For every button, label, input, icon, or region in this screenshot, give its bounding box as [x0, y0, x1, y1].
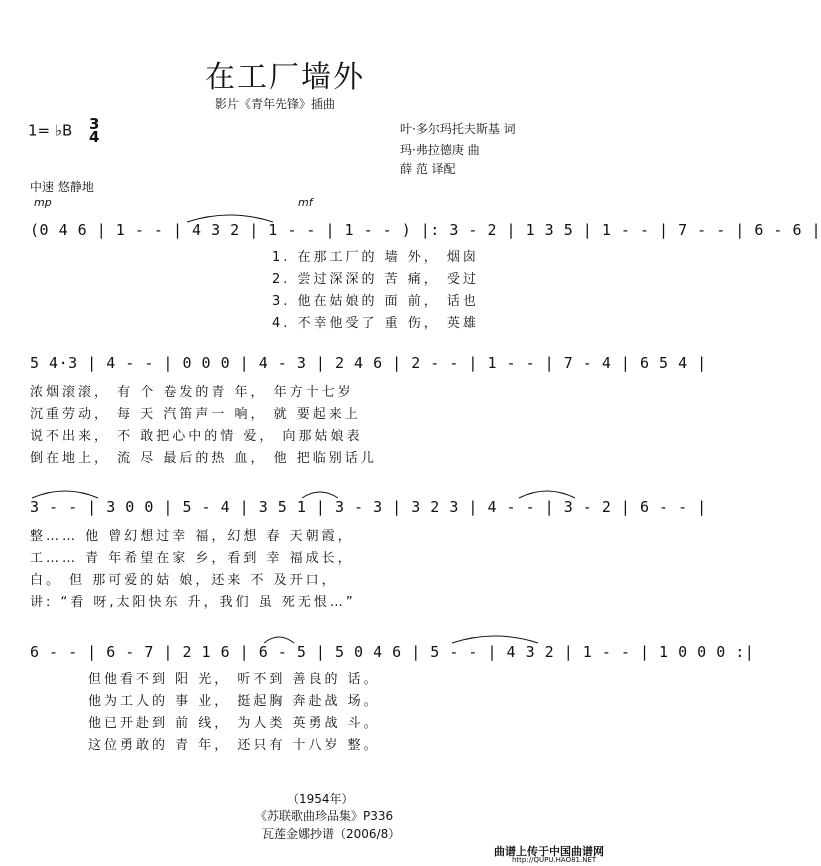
- tie-arc-6: [450, 633, 540, 645]
- watermark: [494, 843, 619, 863]
- dynamic-mp: mp: [34, 196, 52, 209]
- watermark-text: 曲谱上传于中国曲谱网: [494, 845, 604, 858]
- lyric-line-1-verse-4: 4. 不幸他受了 重 伤， 英雄: [272, 316, 479, 331]
- notation-line-3: 3 - - | 3 0 0 | 5 - 4 | 3 5 1 | 3 - 3 | 3 2 3 | 4 - - | 3 - 2 | 6 - - |: [30, 498, 707, 516]
- song-subtitle: 影片《青年先锋》插曲: [215, 97, 336, 111]
- lyric-line-2-verse-2: 沉重劳动， 每 天 汽笛声一 响， 就 要起来上: [30, 407, 361, 422]
- time-signature: 3 4: [89, 115, 100, 146]
- credit-composer: 玛·弗拉德庚 曲: [400, 143, 480, 157]
- lyric-line-4-verse-3: 他已开赴到 前 线， 为人类 英勇战 斗。: [88, 716, 380, 731]
- lyric-line-1-verse-1: 1. 在那工厂的 墙 外， 烟囱: [272, 250, 479, 265]
- key-signature: 1= ♭B 3 4: [28, 115, 100, 146]
- lyric-line-4-verse-2: 他为工人的 事 业， 挺起胸 奔赴战 场。: [88, 694, 380, 709]
- tie-arc-4: [517, 488, 577, 500]
- lyric-line-2-verse-1: 浓烟滚滚， 有 个 卷发的青 年， 年方十七岁: [30, 385, 354, 400]
- credit-translator: 薛 范 译配: [400, 162, 456, 176]
- lyric-line-2-verse-4: 倒在地上， 流 尽 最后的热 血， 他 把临别话儿: [30, 451, 377, 466]
- tempo-marking: 中速 悠静地: [30, 180, 94, 194]
- lyric-line-4-verse-4: 这位勇敢的 青 年， 还只有 十八岁 整。: [88, 738, 380, 753]
- notation-line-2: 5 4·3 | 4 - - | 0 0 0 | 4 - 3 | 2 4 6 | 2 - - | 1 - - | 7 - 4 | 6 5 4 |: [30, 354, 707, 372]
- lyric-line-2-verse-3: 说不出来， 不 敢把心中的情 爱， 向那姑娘表: [30, 429, 363, 444]
- lyric-line-3-verse-4: 讲: “看 呀,太阳快东 升，我们 虽 死无恨…”: [30, 595, 356, 610]
- notation-line-1: (0 4 6 | 1 - - | 4 3 2 | 1 - - | 1 - - ) |: 3 - 2 | 1 3 5 | 1 - - | 7 - - | 6 - 6 |: [30, 221, 821, 239]
- watermark-url: http://QUPU.HAO81.NET: [512, 856, 597, 864]
- lyric-line-1-verse-2: 2. 尝过深深的 苦 痛， 受过: [272, 272, 479, 287]
- tie-arc-2: [30, 488, 100, 500]
- slur-arc-3: [300, 488, 340, 500]
- dynamic-mf: mf: [298, 196, 313, 209]
- lyric-line-3-verse-1: 整…… 他 曾幻想过幸 福，幻想 春 天朝霞，: [30, 529, 354, 544]
- slur-arc-5: [262, 633, 296, 645]
- lyric-line-3-verse-2: 工…… 青 年希望在家 乡，看到 幸 福成长，: [30, 551, 354, 566]
- credit-lyricist: 叶·多尔玛托夫斯基 词: [400, 122, 516, 136]
- footer-copyist: 瓦莲金娜抄谱（2006/8）: [262, 827, 401, 841]
- lyric-line-4-verse-1: 但他看不到 阳 光， 听不到 善良的 话。: [88, 672, 380, 687]
- footer-year: （1954年）: [287, 792, 354, 806]
- tie-arc-1: [185, 212, 275, 224]
- lyric-line-1-verse-3: 3. 他在姑娘的 面 前， 话也: [272, 294, 479, 309]
- song-title: 在工厂墙外: [205, 60, 365, 95]
- footer-source: 《苏联歌曲珍品集》P336: [255, 809, 394, 823]
- lyric-line-3-verse-3: 白。 但 那可爱的姑 娘，还来 不 及开口，: [30, 573, 338, 588]
- notation-line-4: 6 - - | 6 - 7 | 2 1 6 | 6 - 5 | 5 0 4 6 | 5 - - | 4 3 2 | 1 - - | 1 0 0 0 :|: [30, 643, 755, 661]
